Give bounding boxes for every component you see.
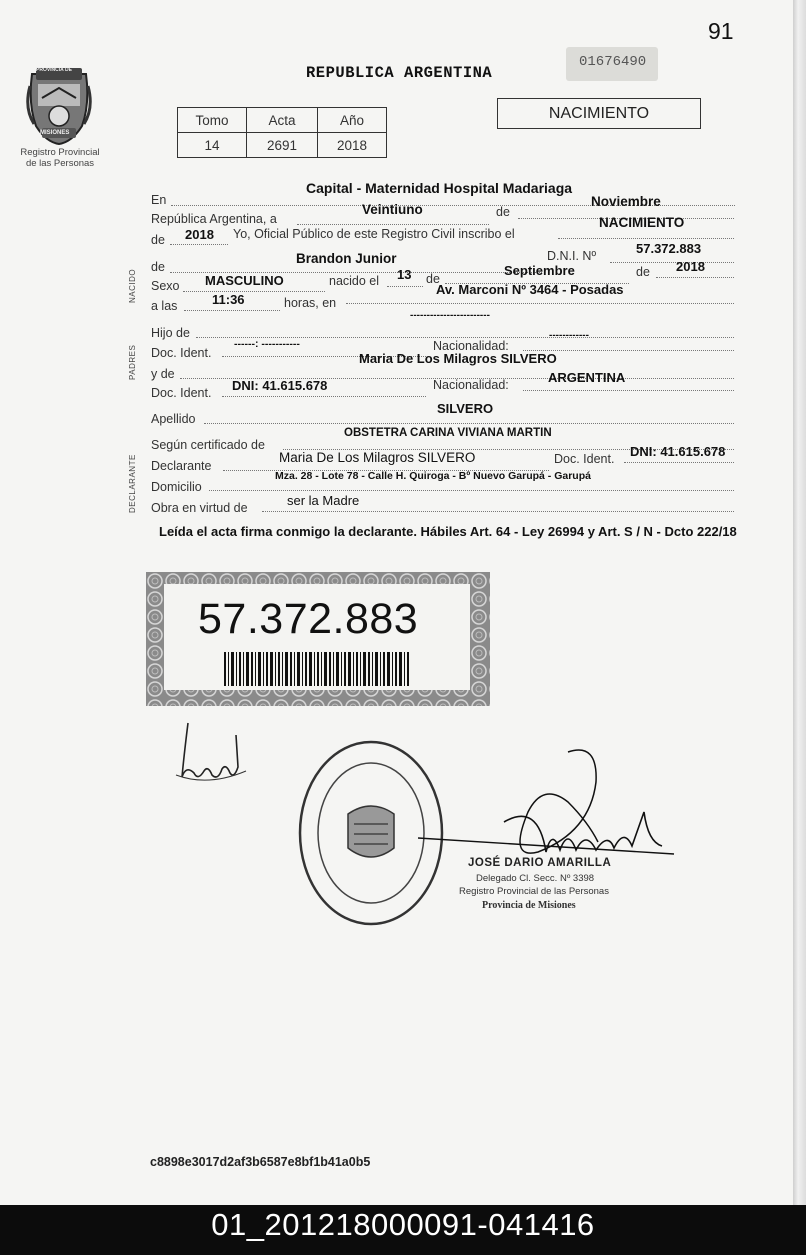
side-label-nacido: NACIDO <box>128 268 137 303</box>
declarant-doc-label: Doc. Ident. <box>554 452 615 466</box>
serial-number: 01676490 <box>579 54 647 70</box>
mother-doc-value: DNI: 41.615.678 <box>232 378 328 393</box>
value-acta: 2691 <box>247 133 318 158</box>
header-tomo: Tomo <box>178 108 247 133</box>
dotted-line <box>222 396 426 397</box>
table-row <box>178 108 387 133</box>
doc-ident-label: Doc. Ident. <box>151 346 212 360</box>
oficial-text: Yo, Oficial Público de este Registro Civil inscribo el <box>233 227 515 241</box>
apellido-label: Apellido <box>151 412 196 426</box>
page-number: 91 <box>708 18 734 44</box>
dotted-line <box>297 224 489 225</box>
sexo-label: Sexo <box>151 279 180 293</box>
nacionalidad-label: Nacionalidad: <box>433 339 509 353</box>
declarant-signature <box>168 715 248 800</box>
domicile-value: Mza. 28 - Lote 78 - Calle H. Quiroga - Bº Nuevo Garupá - Garupá <box>275 470 591 482</box>
certificado-label: Según certificado de <box>151 438 265 452</box>
de-label: de <box>151 260 165 274</box>
dni-label: D.N.I. Nº <box>547 249 597 263</box>
crest-bottom-label: MISIONES <box>40 130 70 136</box>
de-label: de <box>151 233 165 247</box>
doc-ident-label: Doc. Ident. <box>151 386 212 400</box>
nacido-el-label: nacido el <box>329 274 380 288</box>
crest-label: PROVINCIA DE <box>36 67 72 73</box>
father-nat-value: ------------ <box>549 330 589 341</box>
book-table <box>177 107 387 158</box>
declarant-doc-value: DNI: 41.615.678 <box>630 444 726 459</box>
value-ano: 2018 <box>318 133 387 158</box>
declarant-value: Maria De Los Milagros SILVERO <box>279 450 476 465</box>
official-title: Delegado Cl. Secc. Nº 3398 <box>476 873 595 884</box>
obra-label: Obra en virtud de <box>151 501 248 515</box>
certifier-value: OBSTETRA CARINA VIVIANA MARTIN <box>344 427 552 439</box>
event-value: NACIMIENTO <box>599 215 685 230</box>
time-value: 11:36 <box>212 292 245 307</box>
hijo-de-label: Hijo de <box>151 326 190 340</box>
dotted-line <box>523 390 734 391</box>
de-label: de <box>496 205 510 219</box>
dotted-line <box>346 303 734 304</box>
side-label-padres: PADRES <box>128 344 137 380</box>
de-label: de <box>636 265 650 279</box>
dotted-line <box>170 244 228 245</box>
provincial-crest-icon <box>26 64 92 151</box>
month-value: Noviembre <box>591 194 661 209</box>
registry-name: Registro Provincial de las Personas <box>20 147 100 169</box>
official-org: Registro Provincial de las Personas <box>459 886 609 897</box>
record-type-box: NACIMIENTO <box>497 98 701 129</box>
legal-text: Leída el acta firma conmigo la declarante. Hábiles Art. 64 - Ley 26994 y Art. S / N - Dcto 222/18 <box>159 524 737 539</box>
surname-value: SILVERO <box>437 401 494 416</box>
paper-edge <box>793 0 806 1205</box>
father-doc-value: ------: ----------- <box>234 338 300 350</box>
dotted-line <box>204 423 734 424</box>
en-label: En <box>151 193 167 207</box>
birth-year-value: 2018 <box>676 259 705 274</box>
nacionalidad-label: Nacionalidad: <box>433 378 509 392</box>
republica-label: República Argentina, a <box>151 212 277 226</box>
de-label: de <box>426 272 440 286</box>
dni-value: 57.372.883 <box>636 241 702 256</box>
dotted-line <box>184 310 280 311</box>
serial-number-box <box>566 47 658 81</box>
day-value: Veintiuno <box>362 202 423 217</box>
side-label-declarante: DECLARANTE <box>128 454 137 513</box>
dotted-line <box>262 511 734 512</box>
place-value: Capital - Maternidad Hospital Madariaga <box>306 180 573 196</box>
mother-nat-value: ARGENTINA <box>548 370 626 385</box>
dotted-line <box>209 490 734 491</box>
dni-stamp-number: 57.372.883 <box>198 595 419 643</box>
value-tomo: 14 <box>178 133 247 158</box>
obra-value: ser la Madre <box>287 493 360 508</box>
dotted-line <box>558 238 734 239</box>
domicilio-label: Domicilio <box>151 480 202 494</box>
horas-label: horas, en <box>284 296 337 310</box>
a-las-label: a las <box>151 299 178 313</box>
official-name: JOSÉ DARIO AMARILLA <box>468 857 612 869</box>
birth-day-value: 13 <box>397 267 412 282</box>
sex-value: MASCULINO <box>205 273 284 288</box>
birth-month-value: Septiembre <box>504 263 575 278</box>
year-value: 2018 <box>185 227 214 242</box>
mother-value: Maria De Los Milagros SILVERO <box>359 351 557 366</box>
dotted-line <box>624 462 734 463</box>
address-value: Av. Marconi Nº 3464 - Posadas <box>436 282 624 297</box>
father-value: ------------------------ <box>410 310 490 321</box>
dotted-line <box>387 286 423 287</box>
declarante-label: Declarante <box>151 459 212 473</box>
dotted-line <box>183 291 325 292</box>
y-de-label: y de <box>151 367 175 381</box>
header-ano: Año <box>318 108 387 133</box>
dotted-line <box>656 277 734 278</box>
header-acta: Acta <box>247 108 318 133</box>
document-title: REPUBLICA ARGENTINA <box>306 64 493 82</box>
name-value: Brandon Junior <box>296 251 397 266</box>
official-province: Provincia de Misiones <box>482 900 576 911</box>
dotted-line <box>610 262 734 263</box>
table-row <box>178 133 387 158</box>
official-signature <box>418 742 678 869</box>
footer-code: 01_201218000091-041416 <box>211 1207 595 1242</box>
document-hash: c8898e3017d2af3b6587e8bf1b41a0b5 <box>150 1155 371 1169</box>
